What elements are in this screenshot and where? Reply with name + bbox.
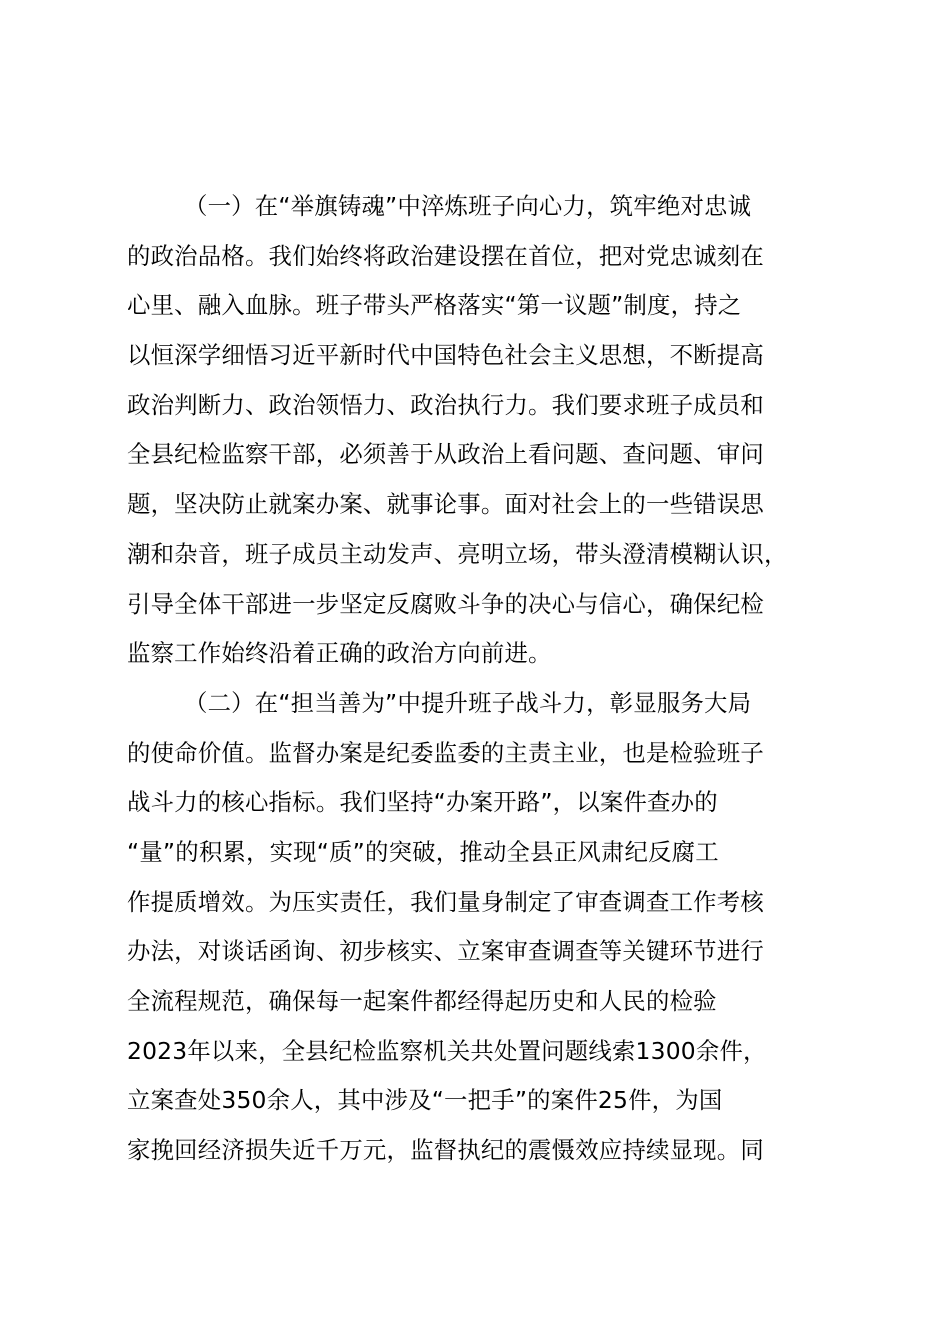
text-line: 作提质增效。为压实责任，我们量身制定了审查调查工作考核 (127, 887, 764, 916)
paragraph-2 (127, 679, 837, 1176)
text-line: 全流程规范，确保每一起案件都经得起历史和人民的检验 (127, 987, 717, 1015)
text-line: 的使命价值。监督办案是纪委监委的主责主业，也是检验班子 (127, 738, 764, 767)
text-line: 心里、融入血脉。班子带头严格落实“第一议题”制度，持之 (127, 291, 742, 320)
text-line: 监察工作始终沿着正确的政治方向前进。 (127, 639, 552, 668)
text-line: 以恒深学细悟习近平新时代中国特色社会主义思想，不断提高 (127, 341, 764, 370)
text-line: 潮和杂音，班子成员主动发声、亮明立场，带头澄清模糊认识， (127, 539, 788, 568)
text-line: 政治判断力、政治领悟力、政治执行力。我们要求班子成员和 (127, 390, 764, 419)
text-line: 办法，对谈话函询、初步核实、立案审查调查等关键环节进行 (127, 937, 764, 966)
text-line: 家挽回经济损失近千万元，监督执纪的震慑效应持续显现。同 (127, 1136, 764, 1165)
text-line: （一）在“举旗铸魂”中淬炼班子向心力，筑牢绝对忠诚 (184, 192, 752, 220)
text-line: 立案查处350余人，其中涉及“一把手”的案件25件，为国 (127, 1086, 723, 1115)
text-line: 2023年以来，全县纪检监察机关共处置问题线索1300余件， (127, 1036, 767, 1065)
text-line: “量”的积累，实现“质”的突破，推动全县正风肃纪反腐工 (127, 837, 719, 866)
body-text (127, 182, 837, 1176)
paragraph-1 (127, 182, 837, 679)
text-line: 全县纪检监察干部，必须善于从政治上看问题、查问题、审问 (127, 440, 764, 469)
text-line: 引导全体干部进一步坚定反腐败斗争的决心与信心，确保纪检 (127, 589, 764, 618)
text-line: 题，坚决防止就案办案、就事论事。面对社会上的一些错误思 (127, 490, 764, 519)
text-line: 战斗力的核心指标。我们坚持“办案开路”，以案件查办的 (127, 788, 718, 817)
text-line: （二）在“担当善为”中提升班子战斗力，彰显服务大局 (184, 688, 752, 717)
text-line: 的政治品格。我们始终将政治建设摆在首位，把对党忠诚刻在 (127, 241, 764, 270)
